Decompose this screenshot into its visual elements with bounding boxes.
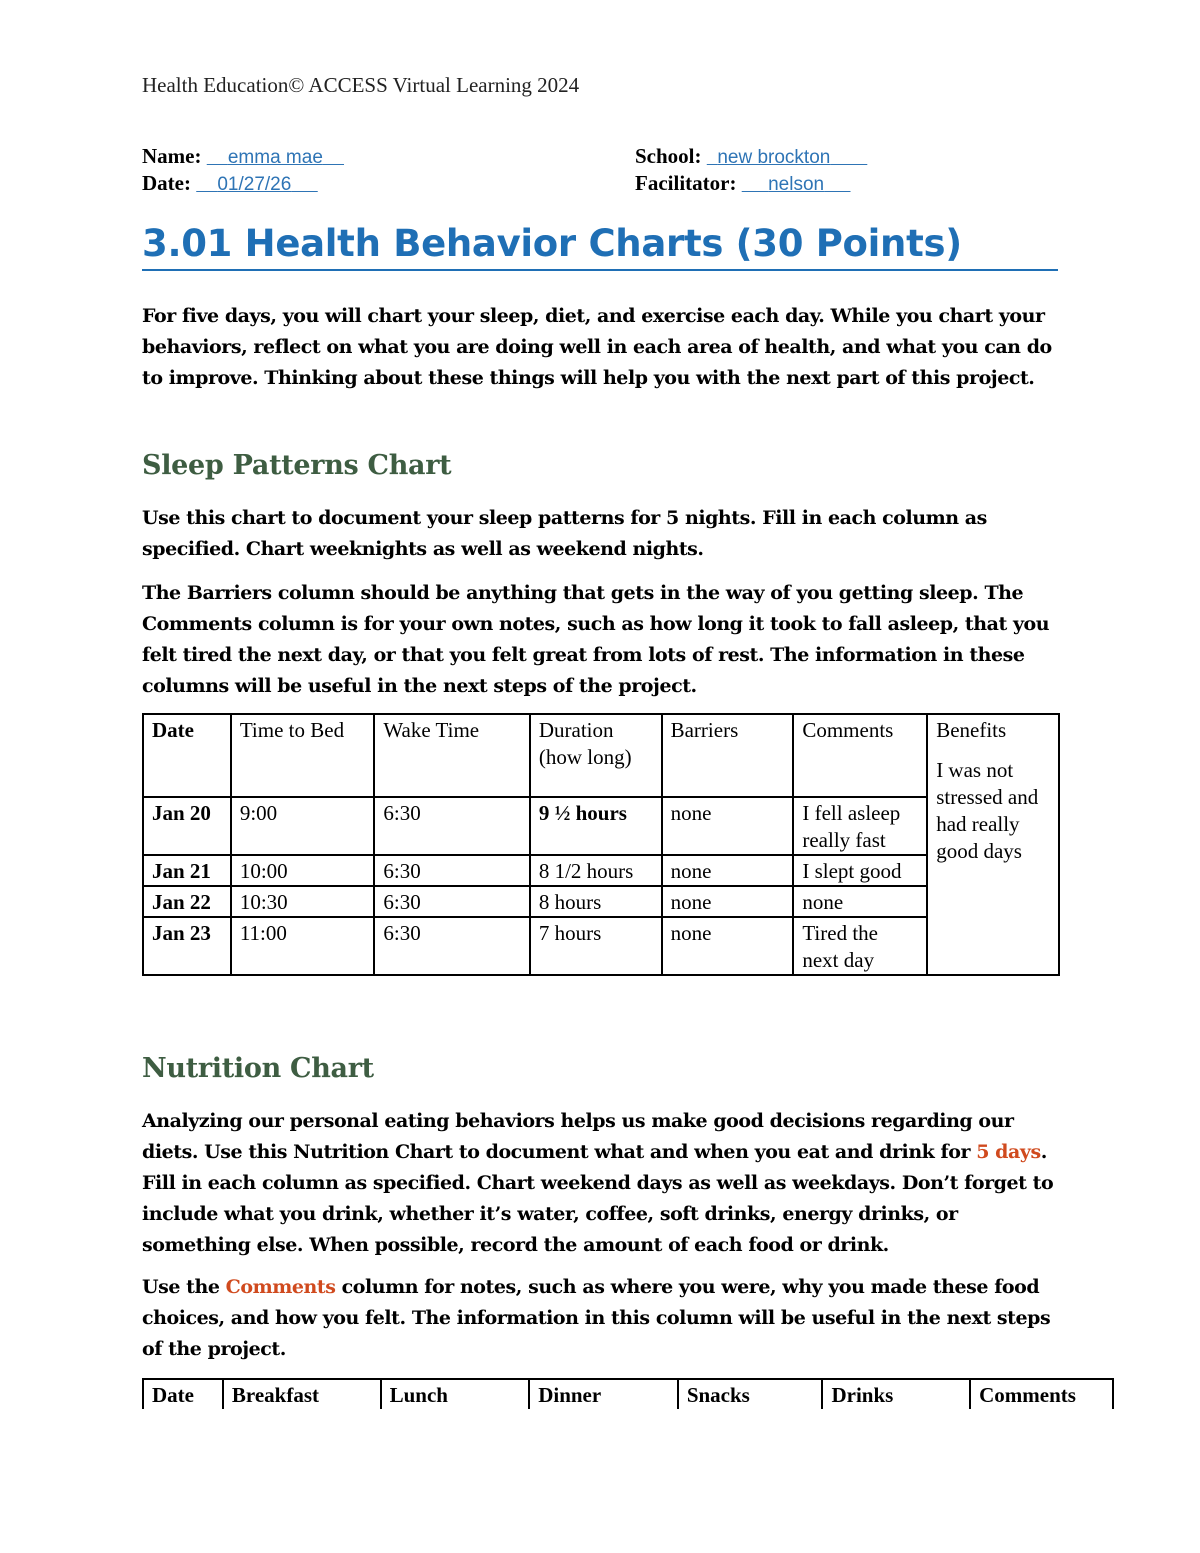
school-line (635, 144, 867, 169)
facilitator-label: Facilitator: (635, 171, 737, 195)
nutrition-heading: Nutrition Chart (142, 1053, 374, 1084)
col-header: Comments (970, 1379, 1113, 1409)
benefits-text: I was not stressed and had really good days (936, 758, 1039, 863)
name-line (142, 144, 344, 169)
benefits-header: Benefits (936, 718, 1007, 742)
highlight-text: 5 days (976, 1141, 1041, 1163)
col-header: Wake Time (374, 714, 529, 797)
cell-date: Jan 22 (143, 886, 231, 917)
sleep-paragraph-1: Use this chart to document your sleep patterns for 5 nights. Fill in each column as specified. Chart weeknights as well as weekend nights. (142, 507, 987, 560)
nutrition-table (142, 1378, 1114, 1409)
cell-comments: none (793, 886, 927, 917)
col-header: Breakfast (223, 1379, 381, 1409)
table-row (143, 886, 1059, 917)
cell-wake: 6:30 (374, 855, 529, 886)
cell-barriers: none (662, 917, 794, 975)
col-header: Comments (793, 714, 927, 797)
date-value: 01/27/26 (217, 174, 292, 195)
facilitator-line (635, 171, 851, 196)
table-row (143, 917, 1059, 975)
sleep-paragraph-2: The Barriers column should be anything that gets in the way of you getting sleep. The Comments column is for your own notes, such as how long it took to fall asleep, that you felt tired the next day, or that you felt great from lots of rest. The information in these columns will be useful in the next steps of the project. (142, 582, 1050, 697)
col-header: Barriers (662, 714, 794, 797)
sleep-heading: Sleep Patterns Chart (142, 450, 452, 481)
cell-bed: 11:00 (231, 917, 375, 975)
col-header: Dinner (529, 1379, 678, 1409)
nutrition-header-row (143, 1379, 1113, 1409)
nutrition-paragraph-1: Analyzing our personal eating behaviors helps us make good decisions regarding our diets. Use this Nutrition Chart to document what and when you eat and drink for 5 days. Fill in each column as specified. Chart weekend days as well as weekdays. Don’t forget to include what you drink, whether it’s water, coffee, soft drinks, energy drinks, or something else. When possible, record the amount of each food or drink. (142, 1110, 1054, 1256)
col-header: Drinks (822, 1379, 970, 1409)
cell-wake: 6:30 (374, 797, 529, 855)
cell-date: Jan 21 (143, 855, 231, 886)
col-header: Lunch (381, 1379, 530, 1409)
cell-wake: 6:30 (374, 886, 529, 917)
cell-comments: I fell asleep really fast (793, 797, 927, 855)
page-title: 3.01 Health Behavior Charts (30 Points) (142, 222, 1058, 271)
cell-barriers: none (662, 797, 794, 855)
col-header: Snacks (678, 1379, 823, 1409)
cell-barriers: none (662, 886, 794, 917)
facilitator-value: nelson (768, 174, 825, 195)
sleep-header-row (143, 714, 1059, 797)
cell-duration: 8 hours (530, 886, 662, 917)
school-value: new brockton (717, 147, 831, 168)
col-header: Duration (how long) (530, 714, 662, 797)
name-label: Name: (142, 144, 202, 168)
cell-duration: 8 1/2 hours (530, 855, 662, 886)
cell-barriers: none (662, 855, 794, 886)
cell-bed: 10:30 (231, 886, 375, 917)
table-row (143, 855, 1059, 886)
date-label: Date: (142, 171, 191, 195)
cell-comments: Tired the next day (793, 917, 927, 975)
cell-comments: I slept good (793, 855, 927, 886)
intro-paragraph: For five days, you will chart your sleep, diet, and exercise each day. While you chart your behaviors, reflect on what you are doing well in each area of health, and what you can do to improve. Thinking about these things will help you with the next part of this project. (142, 305, 1052, 389)
highlight-text: Comments (225, 1276, 336, 1298)
date-line (142, 171, 318, 196)
cell-date: Jan 20 (143, 797, 231, 855)
nutrition-paragraph-2: Use the Comments column for notes, such as where you were, why you made these food choices, and how you felt. The information in this column will be useful in the next steps of the project. (142, 1276, 1051, 1360)
cell-duration: 7 hours (530, 917, 662, 975)
cell-duration: 9 ½ hours (530, 797, 662, 855)
cell-bed: 9:00 (231, 797, 375, 855)
school-label: School: (635, 144, 702, 168)
sleep-table (142, 713, 1060, 976)
page-header: Health Education© ACCESS Virtual Learning 2024 (142, 73, 580, 97)
col-header: Time to Bed (231, 714, 375, 797)
table-row (143, 797, 1059, 855)
cell-date: Jan 23 (143, 917, 231, 975)
col-header: Date (143, 714, 231, 797)
cell-wake: 6:30 (374, 917, 529, 975)
col-header: Date (143, 1379, 223, 1409)
name-value: emma mae (227, 147, 323, 168)
benefits-cell (927, 714, 1059, 975)
cell-bed: 10:00 (231, 855, 375, 886)
